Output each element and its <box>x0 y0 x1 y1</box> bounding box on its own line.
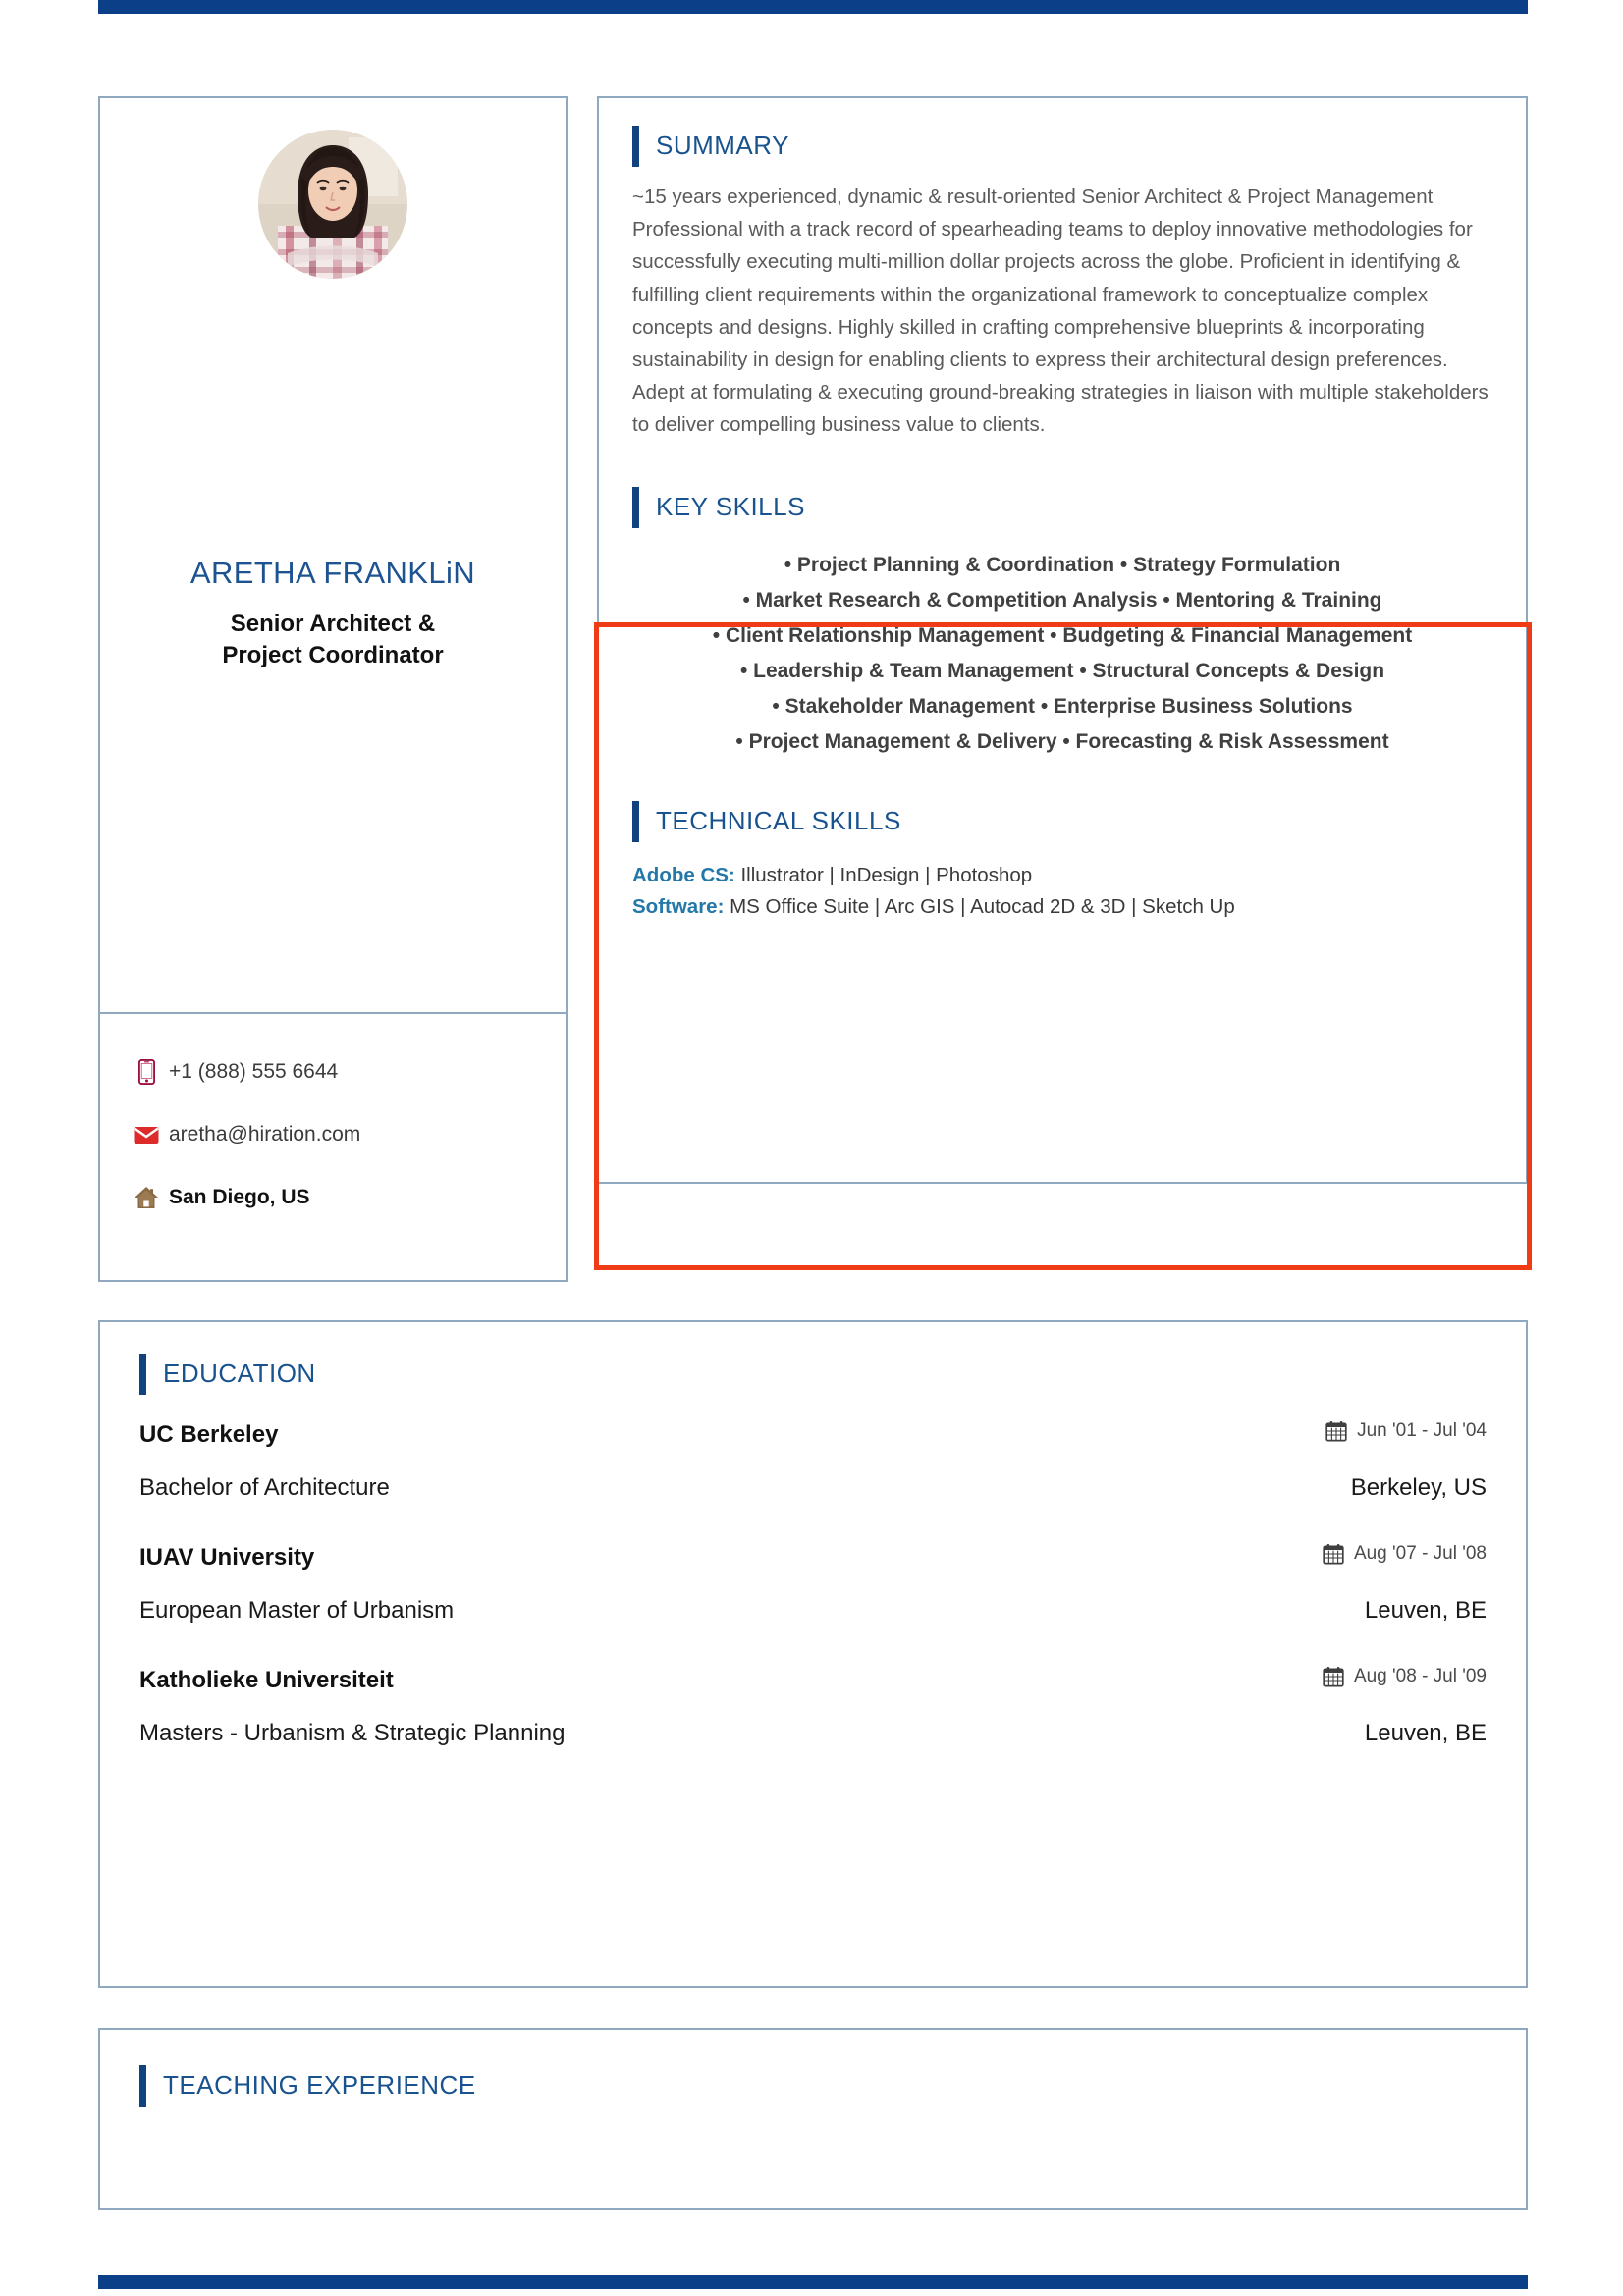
education-school: IUAV University <box>139 1544 315 1571</box>
calendar-icon <box>1325 1420 1347 1442</box>
education-school: Katholieke Universiteit <box>139 1667 394 1693</box>
contact-email-value: aretha@hiration.com <box>169 1123 361 1146</box>
education-entry-detail <box>139 1474 1487 1502</box>
calendar-icon <box>1323 1543 1344 1565</box>
top-section <box>98 96 1528 1279</box>
profile-headline <box>130 609 536 671</box>
education-entry-detail <box>139 1720 1487 1747</box>
education-date <box>1323 1666 1487 1687</box>
education-entry <box>139 1420 1487 1502</box>
key-skill-line: • Market Research & Competition Analysis • Mentoring & Training <box>742 588 1382 612</box>
profile-name: ARETHA FRANKLiN <box>189 556 476 590</box>
key-skill-line: • Project Planning & Coordination • Strategy Formulation <box>784 553 1341 576</box>
education-date <box>1325 1420 1487 1442</box>
teaching-experience-heading <box>139 2065 1487 2107</box>
education-entry-header <box>139 1420 1487 1449</box>
education-date-text: Aug '07 - Jul '08 <box>1353 1543 1487 1564</box>
contact-item-phone[interactable] <box>130 1059 566 1085</box>
key-skill-line: • Leadership & Team Management • Structural Concepts & Design <box>739 659 1385 682</box>
technical-skills-heading-bar <box>632 801 639 842</box>
summary-section <box>632 126 1492 442</box>
technical-skills-list <box>632 860 1492 923</box>
contact-item-email[interactable] <box>130 1122 566 1148</box>
technical-skill-label: Software: <box>632 895 725 919</box>
profile-photo-icon <box>258 130 407 279</box>
headline-line-2: Project Coordinator <box>222 641 444 668</box>
summary-text: ~15 years experienced, dynamic & result-oriented Senior Architect & Project Management Professional with a track record of spearheading teams to deploy innovative methodologies for successfully executing multi-million dollar projects across the globe. Proficient in identifying & fulfilling client requirements within the organizational framework to conceptualize complex concepts and designs. Highly skilled in crafting comprehensive blueprints & incorporating sustainability in design for enabling clients to express their architectural design preferences. Adept at formulating & executing ground-breaking strategies in liaison with multiple stakeholders to deliver compelling business value to clients. <box>632 186 1488 437</box>
technical-skill-row <box>632 891 1492 923</box>
key-skills-heading-label: KEY SKILLS <box>656 491 805 521</box>
key-skill-line: • Client Relationship Management • Budgeting & Financial Management <box>712 623 1413 647</box>
education-location: Leuven, BE <box>1364 1597 1487 1624</box>
contact-item-location <box>130 1185 566 1210</box>
education-date <box>1323 1543 1487 1565</box>
contact-location-value: San Diego, US <box>169 1186 310 1208</box>
technical-skill-row <box>632 860 1492 891</box>
summary-heading-bar <box>632 126 639 167</box>
education-entry-header <box>139 1543 1487 1572</box>
education-degree: Bachelor of Architecture <box>139 1474 390 1501</box>
education-heading <box>139 1354 1487 1395</box>
teaching-experience-heading-bar <box>139 2065 146 2107</box>
education-heading-bar <box>139 1354 146 1395</box>
avatar <box>258 130 407 279</box>
mobile-phone-icon <box>130 1059 163 1085</box>
key-skills-heading <box>632 487 1492 528</box>
summary-heading-label: SUMMARY <box>656 131 789 160</box>
teaching-experience-card <box>98 2028 1528 2210</box>
contact-phone-value: +1 (888) 555 6644 <box>169 1060 339 1083</box>
key-skills-list <box>632 548 1492 761</box>
teaching-experience-heading-label: TEACHING EXPERIENCE <box>163 2070 476 2100</box>
profile-card <box>98 96 568 1282</box>
technical-skills-section <box>632 801 1492 923</box>
headline-line-1: Senior Architect & <box>230 611 436 637</box>
education-entry-header <box>139 1666 1487 1694</box>
envelope-icon <box>130 1126 163 1145</box>
education-degree: European Master of Urbanism <box>139 1597 455 1624</box>
key-skill-line: • Project Management & Delivery • Forecasting & Risk Assessment <box>735 730 1389 754</box>
top-accent-bar <box>98 0 1528 14</box>
key-skills-heading-bar <box>632 487 639 528</box>
key-skills-section <box>632 487 1492 761</box>
technical-skill-label: Adobe CS: <box>632 864 735 887</box>
technical-skills-heading <box>632 801 1492 842</box>
education-entry <box>139 1543 1487 1625</box>
education-card <box>98 1320 1528 1988</box>
contact-block <box>100 1014 566 1280</box>
education-school: UC Berkeley <box>139 1421 279 1448</box>
main-content-card <box>597 96 1528 1184</box>
bottom-accent-bar <box>98 2275 1528 2289</box>
avatar-wrapper <box>100 130 566 279</box>
technical-skills-heading-label: TECHNICAL SKILLS <box>656 806 901 836</box>
education-degree: Masters - Urbanism & Strategic Planning <box>139 1720 566 1746</box>
education-entry <box>139 1666 1487 1747</box>
education-date-text: Aug '08 - Jul '09 <box>1353 1666 1487 1686</box>
home-icon <box>130 1186 163 1209</box>
summary-heading <box>632 126 1492 167</box>
education-location: Berkeley, US <box>1350 1474 1487 1501</box>
education-heading-label: EDUCATION <box>163 1359 316 1388</box>
calendar-icon <box>1323 1666 1344 1687</box>
key-skill-line: • Stakeholder Management • Enterprise Business Solutions <box>772 695 1353 719</box>
technical-skill-value: Illustrator | InDesign | Photoshop <box>734 864 1033 887</box>
technical-skill-value: MS Office Suite | Arc GIS | Autocad 2D & 3D | Sketch Up <box>724 895 1235 919</box>
education-location: Leuven, BE <box>1364 1720 1487 1746</box>
education-entry-detail <box>139 1597 1487 1625</box>
education-date-text: Jun '01 - Jul '04 <box>1357 1420 1487 1441</box>
profile-card-upper <box>100 98 566 1014</box>
